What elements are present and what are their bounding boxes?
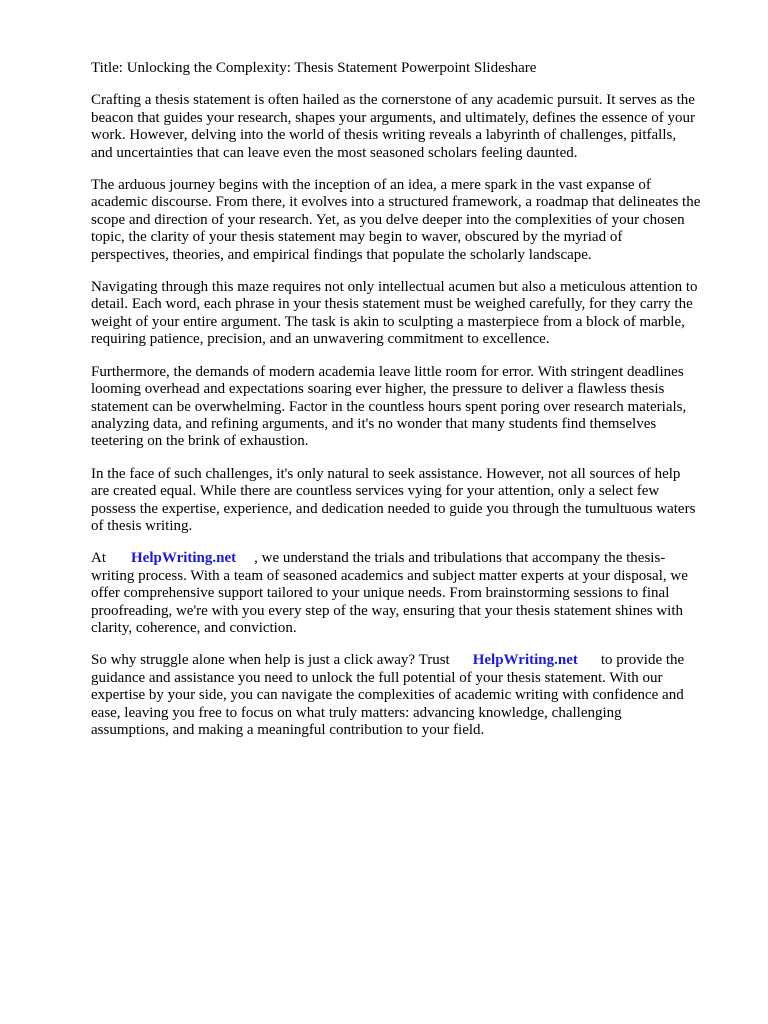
paragraph-2 [91,177,731,264]
paragraph-line: analyzing data, and refining arguments, and it's no wonder that many students find themselves [91,415,657,432]
paragraph-line: are created equal. While there are countless services vying for your attention, only a select few [91,483,660,500]
paragraph-line: detail. Each word, each phrase in your thesis statement must be weighed carefully, for they carry the [91,296,693,313]
paragraph-line: scope and direction of your research. Yet, as you delve deeper into the complexities of your chosen [91,211,685,228]
paragraph-line: of thesis writing. [91,517,193,534]
paragraph-line: perspectives, theories, and empirical findings that populate the scholarly landscape. [91,246,592,263]
paragraph-line: beacon that guides your research, shapes your arguments, and ultimately, defines the essence of your [91,109,695,126]
promo-suffix: , we understand the trials and tribulations that accompany the thesis- [254,550,666,567]
paragraph-line: topic, the clarity of your thesis statement may begin to waver, obscured by the myriad of [91,229,623,246]
promo-first-line [91,550,731,567]
paragraph-line: weight of your entire argument. The task is akin to sculpting a masterpiece from a block of marble, [91,313,685,330]
paragraph-line: possess the expertise, experience, and dedication needed to guide you through the tumultuous waters [91,500,696,517]
paragraph-line: clarity, coherence, and conviction. [91,619,297,636]
paragraph-line: statement can be overwhelming. Factor in the countless hours spent poring over research materials, [91,398,687,415]
paragraph-line: offer comprehensive support tailored to your unique needs. From brainstorming sessions to final [91,585,670,602]
paragraph-line: teetering on the brink of exhaustion. [91,433,309,450]
paragraph-line: requiring patience, precision, and an unwavering commitment to excellence. [91,331,550,348]
helpwriting-link[interactable]: HelpWriting.net [131,550,237,567]
paragraph-line: Crafting a thesis statement is often hailed as the cornerstone of any academic pursuit. It serves as the [91,92,695,109]
closing-first-line [91,652,731,669]
closing-paragraph [91,652,731,739]
paragraph-line: and uncertainties that can leave even the most seasoned scholars feeling daunted. [91,144,578,161]
document-title: Title: Unlocking the Complexity: Thesis Statement Powerpoint Slideshare [91,60,537,76]
paragraph-line: Furthermore, the demands of modern academia leave little room for error. With stringent deadlines [91,363,684,380]
paragraph-line: proofreading, we're with you every step of the way, ensuring that your thesis statement shines with [91,602,684,619]
promo-prefix: At [91,550,106,567]
paragraph-line: writing process. With a team of seasoned academics and subject matter experts at your disposal, we [91,567,688,584]
paragraph-line: looming overhead and expectations soaring ever higher, the pressure to deliver a flawless thesis [91,381,665,398]
paragraph-line: The arduous journey begins with the inception of an idea, a mere spark in the vast expanse of [91,177,651,194]
paragraph-line: In the face of such challenges, it's only natural to seek assistance. However, not all sources of help [91,465,681,482]
paragraph-line: expertise by your side, you can navigate the complexities of academic writing with confidence and [91,687,684,704]
paragraph-line: work. However, delving into the world of thesis writing reveals a labyrinth of challenges, pitfalls, [91,127,677,144]
document-body [91,60,731,754]
paragraph-line: guidance and assistance you need to unlock the full potential of your thesis statement. With our [91,669,663,686]
closing-prefix: So why struggle alone when help is just a click away? Trust [91,652,450,669]
promo-paragraph [91,550,731,637]
paragraph-1 [91,92,731,162]
paragraph-line: Navigating through this maze requires not only intellectual acumen but also a meticulous attention to [91,279,698,296]
paragraph-line: academic discourse. From there, it evolves into a structured framework, a roadmap that delineates the [91,194,701,211]
paragraph-line: ease, leaving you free to focus on what truly matters: advancing knowledge, challenging [91,704,622,721]
paragraph-line: assumptions, and making a meaningful contribution to your field. [91,722,485,738]
paragraph-5 [91,466,731,536]
paragraph-3 [91,279,731,349]
closing-suffix: to provide the [600,652,685,669]
helpwriting-link[interactable]: HelpWriting.net [472,652,578,669]
paragraph-4 [91,364,731,451]
